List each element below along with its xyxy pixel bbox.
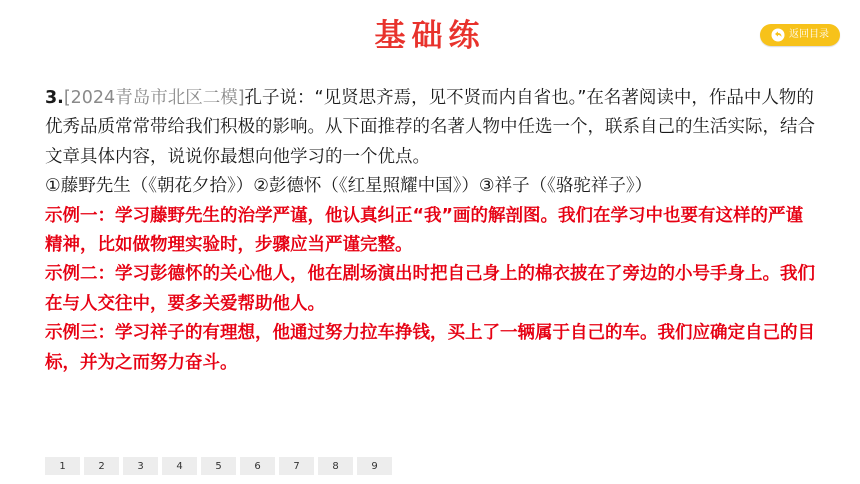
- page-button-2[interactable]: 2: [84, 457, 119, 475]
- question-content: [45, 84, 820, 378]
- question-options: ①藤野先生（《朝花夕拾》）②彭德怀（《红星照耀中国》）③祥子（《骆驼祥子》）: [45, 176, 653, 197]
- page-title: 基础练: [374, 18, 486, 54]
- page-button-6[interactable]: 6: [240, 457, 275, 475]
- back-to-contents-button[interactable]: [760, 24, 840, 46]
- page-button-1[interactable]: 1: [45, 457, 80, 475]
- page-button-8[interactable]: 8: [318, 457, 353, 475]
- return-arrow-icon: [771, 28, 785, 42]
- page-button-3[interactable]: 3: [123, 457, 158, 475]
- answer-example-1: 示例一：学习藤野先生的治学严谨，他认真纠正“我”画的解剖图。我们在学习中也要有这样的严谨精神，比如做物理实验时，步骤应当严谨完整。: [45, 205, 803, 256]
- question-stem: [45, 84, 820, 172]
- back-button-label: 返回目录: [789, 29, 829, 40]
- question-text: 孔子说：“见贤思齐焉，见不贤而内自省也。”在名著阅读中，作品中人物的优秀品质常常带给我们积极的影响。从下面推荐的名著人物中任选一个，联系自己的生活实际，结合文章具体内容，说说你最想向他学习的一个优点。: [45, 88, 815, 167]
- question-number: 3.: [45, 88, 64, 108]
- answer-example-3: 示例三：学习祥子的有理想，他通过努力拉车挣钱，买上了一辆属于自己的车。我们应确定自己的目标，并为之而努力奋斗。: [45, 323, 815, 373]
- page-button-5[interactable]: 5: [201, 457, 236, 475]
- answer-example-2: 示例二：学习彭德怀的关心他人，他在剧场演出时把自己身上的棉衣披在了旁边的小号手身上。我们在与人交往中，要多关爱帮助他人。: [45, 264, 815, 314]
- page-button-7[interactable]: 7: [279, 457, 314, 475]
- page-navigation: [45, 457, 392, 475]
- question-source: [2024青岛市北区二模]: [63, 88, 245, 108]
- page-button-4[interactable]: 4: [162, 457, 197, 475]
- page-button-9[interactable]: 9: [357, 457, 392, 475]
